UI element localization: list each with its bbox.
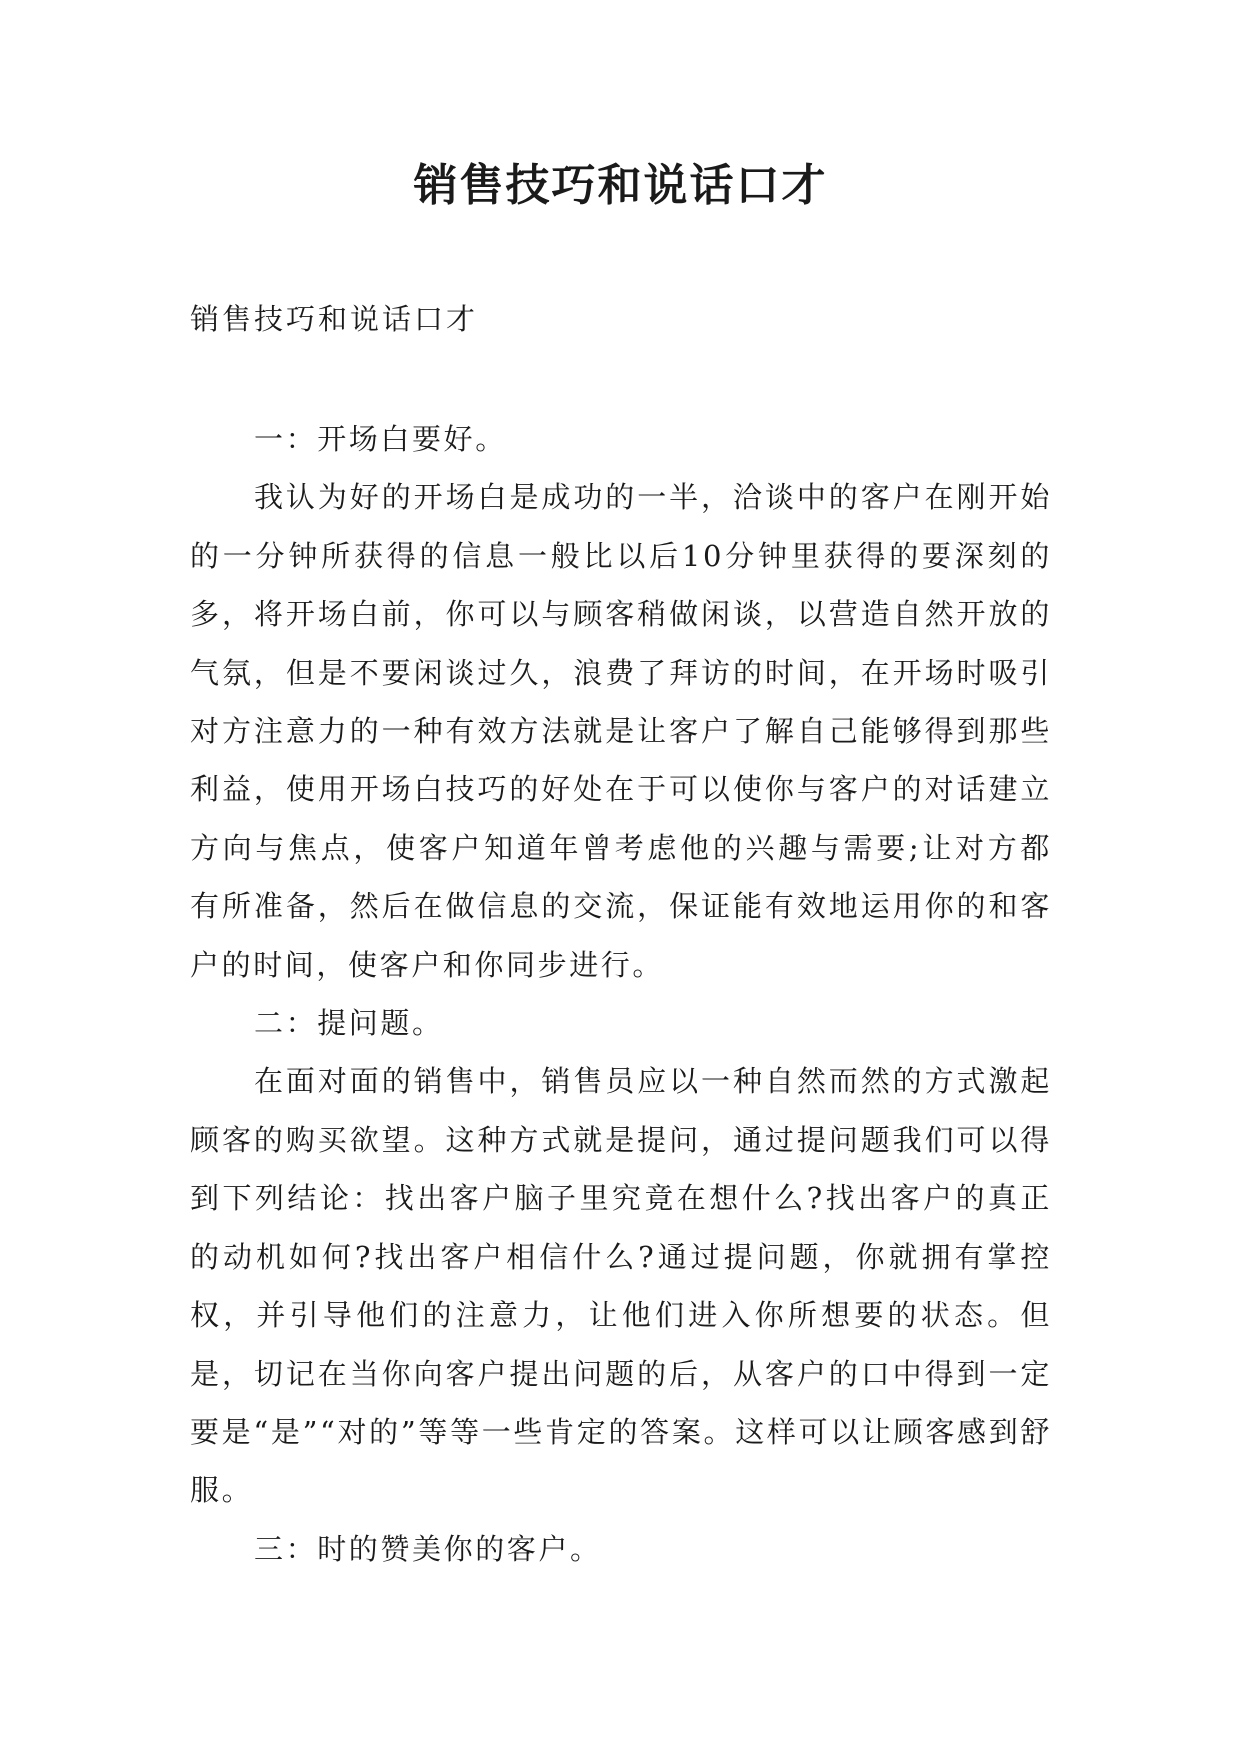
section-heading-2: 二：提问题。	[254, 1006, 444, 1041]
section-paragraph-1: 我认为好的开场白是成功的一半，洽谈中的客户在刚开始的一分钟所获得的信息一般比以后10分钟里获得的要深刻的多，将开场白前，你可以与顾客稍做闲谈，以营造自然开放的气氛，但是不要闲谈过久，浪费了拜访的时间，在开场时吸引对方注意力的一种有效方法就是让客户了解自己能够得到那些利益，使用开场白技巧的好处在于可以使你与客户的对话建立方向与焦点，使客户知道年曾考虑他的兴趣与需要;让对方都有所准备，然后在做信息的交流，保证能有效地运用你的和客户的时间，使客户和你同步进行。	[190, 480, 1052, 982]
section-heading-1: 一：开场白要好。	[254, 422, 507, 456]
document-subtitle: 销售技巧和说话口才	[190, 302, 479, 336]
section-paragraph-2: 在面对面的销售中，销售员应以一种自然而然的方式激起顾客的购买欲望。这种方式就是提问，通过提问题我们可以得到下列结论：找出客户脑子里究竟在想什么?找出客户的真正的动机如何?找出客户相信什么?通过提问题，你就拥有掌控权，并引导他们的注意力，让他们进入你所想要的状态。但是，切记在当你向客户提出问题的后，从客户的口中得到一定要是“是”“对的”等等一些肯定的答案。这样可以让顾客感到舒服。	[190, 1064, 1052, 1508]
document-title: 销售技巧和说话口才	[413, 160, 828, 211]
section-list	[190, 410, 1052, 1578]
section-heading-3: 三：时的赞美你的客户。	[254, 1531, 602, 1566]
document-body	[190, 290, 1052, 1578]
